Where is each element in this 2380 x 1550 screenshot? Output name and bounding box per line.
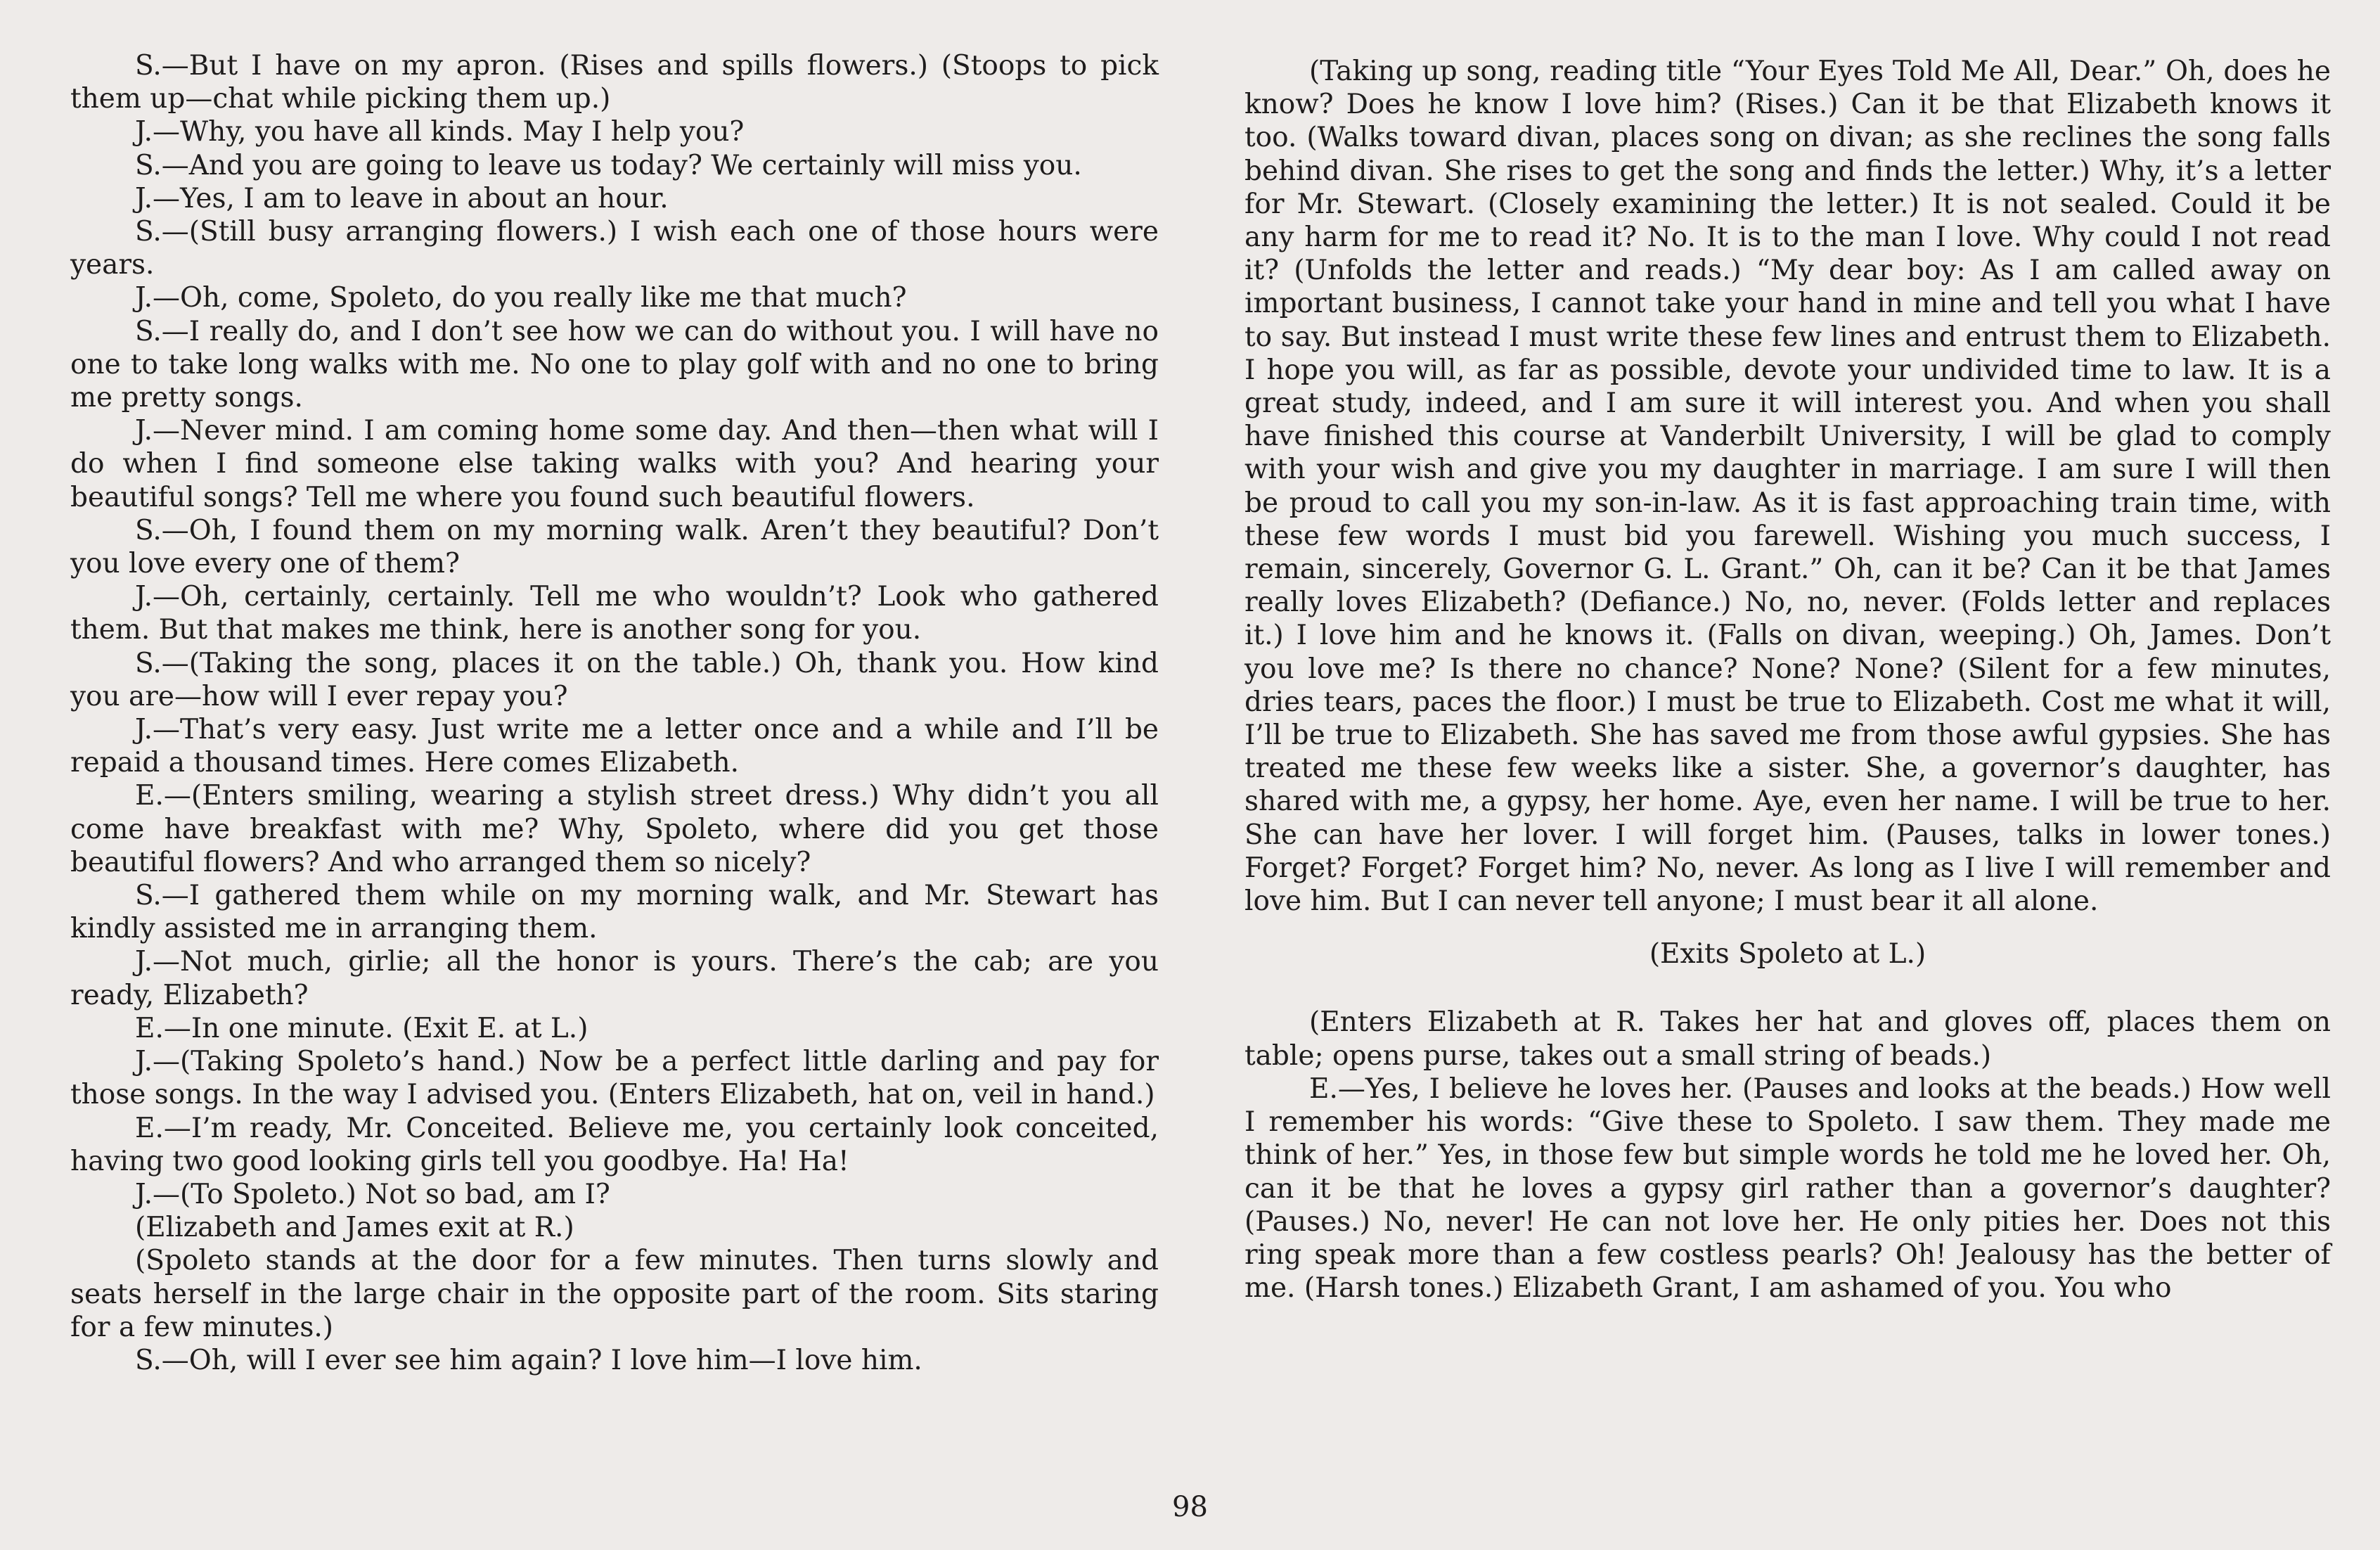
paragraph: S.—Oh, will I ever see him again? I love him—I love him. xyxy=(135,1344,922,1376)
paragraph: J.—Yes, I am to leave in about an hour. xyxy=(135,182,669,214)
paragraph: S.—(Still busy arranging flowers.) I wish each one of those hours were years. xyxy=(70,216,1159,281)
paragraph: J.—Why, you have all kinds. May I help you? xyxy=(135,116,745,148)
paragraph: (Spoleto stands at the door for a few minutes. Then turns slowly and seats herself in the large chair in the opposite part of the room. Sits staring for a few minutes.) xyxy=(70,1245,1159,1343)
paragraph: (Elizabeth and James exit at R.) xyxy=(135,1212,574,1244)
stage-direction: (Exits Spoleto at L.) xyxy=(1649,938,1926,971)
paragraph: S.—(Taking the song, places it on the table.) Oh, thank you. How kind you are—how will I ever repay you? xyxy=(70,647,1159,712)
paragraph: E.—In one minute. (Exit E. at L.) xyxy=(135,1012,588,1044)
right-column xyxy=(1244,55,2331,1305)
paragraph: S.—But I have on my apron. (Rises and spills flowers.) (Stoops to pick them up—chat while picking them up.) xyxy=(70,50,1159,115)
paragraph: E.—Yes, I believe he loves her. (Pauses and looks at the beads.) How well I remember his words: “Give these to Spoleto. I saw them. They made me think of her.” Yes, in those few but simple words he told me he loved her. Oh, can it be that he loves a gypsy girl rather than a governor’s daughter? (Pauses.) No, never! He can not love her. He only pities her. Does not this ring speak more than a few costless pearls? Oh! Jealousy has the better of me. (Harsh tones.) Elizabeth Grant, I am ashamed of you. You who xyxy=(1244,1072,2331,1305)
paragraph: (Taking up song, reading title “Your Eyes Told Me All, Dear.” Oh, does he know? Does he know I love him? (Rises.) Can it be that Elizabeth knows it too. (Walks toward divan, places song on divan; as she reclines the song falls behind divan. She rises to get the song and finds the letter.) Why, it’s a letter for Mr. Stewart. (Closely examining the letter.) It is not sealed. Could it be any harm for me to read it? No. It is to the man I love. Why could I not read it? (Unfolds the letter and reads.) “My dear boy: As I am called away on important business, I cannot take your hand in mine and tell you what I have to say. But instead I must write these few lines and entrust them to Elizabeth. I hope you will, as far as possible, devote your undivided time to law. It is a great study, indeed, and I am sure it will interest you. And when you shall have finished this course at Vanderbilt University, I will be glad to comply with your wish and give you my daughter in marriage. I am sure I will then be proud to call you my son-in-law. As it is fast approaching train time, with these few words I must bid you farewell. Wishing you much success, I remain, sincerely, Governor G. L. Grant.” Oh, can it be? Can it be that James really loves Elizabeth? (Defiance.) No, no, never. (Folds letter and replaces it.) I love him and he knows it. (Falls on divan, weeping.) Oh, James. Don’t you love me? Is there no chance? None? None? (Silent for a few minutes, dries tears, paces the floor.) I must be true to Elizabeth. Cost me what it will, I’ll be true to Elizabeth. She has saved me from those awful gypsies. She has treated me these few weeks like a sister. She, a governor’s daughter, has shared with me, a gypsy, her home. Aye, even her name. I will be true to her. She can have her lover. I will forget him. (Pauses, talks in lower tones.) Forget? Forget? Forget him? No, never. As long as I live I will remember and love him. But I can never tell anyone; I must bear it all alone. xyxy=(1244,56,2331,918)
paragraph: S.—I gathered them while on my morning walk, and Mr. Stewart has kindly assisted me in arranging them. xyxy=(70,880,1159,945)
paragraph: J.—Not much, girlie; all the honor is yours. There’s the cab; are you ready, Elizabeth? xyxy=(70,946,1159,1011)
paragraph: E.—(Enters smiling, wearing a stylish street dress.) Why didn’t you all come have breakfast with me? Why, Spoleto, where did you get those beautiful flowers? And who arranged them so nicely? xyxy=(70,780,1159,878)
paragraph: (Enters Elizabeth at R. Takes her hat and gloves off, places them on table; opens purse, takes out a small string of beads.) xyxy=(1244,1006,2331,1072)
paragraph: J.—Oh, come, Spoleto, do you really like me that much? xyxy=(135,282,907,314)
paragraph: J.—Never mind. I am coming home some day. And then—then what will I do when I find someone else taking walks with you? And hearing your beautiful songs? Tell me where you found such beautiful flowers. xyxy=(70,415,1159,513)
paragraph: J.—(To Spoleto.) Not so bad, am I? xyxy=(135,1178,610,1210)
paragraph: J.—Oh, certainly, certainly. Tell me who wouldn’t? Look who gathered them. But that makes me think, here is another song for you. xyxy=(70,581,1159,646)
left-column xyxy=(70,49,1159,1377)
paragraph: S.—I really do, and I don’t see how we can do without you. I will have no one to take long walks with me. No one to play golf with and no one to bring me pretty songs. xyxy=(70,315,1159,414)
paragraph: S.—And you are going to leave us today? We certainly will miss you. xyxy=(135,149,1082,181)
paragraph: S.—Oh, I found them on my morning walk. Aren’t they beautiful? Don’t you love every one of them? xyxy=(70,514,1159,580)
paragraph: J.—(Taking Spoleto’s hand.) Now be a perfect little darling and pay for those songs. In the way I advised you. (Enters Elizabeth, hat on, veil in hand.) xyxy=(70,1046,1159,1111)
page-number: 98 xyxy=(1172,1491,1208,1523)
paragraph: J.—That’s very easy. Just write me a letter once and a while and I’ll be repaid a thousand times. Here comes Elizabeth. xyxy=(70,714,1159,779)
paragraph: E.—I’m ready, Mr. Conceited. Believe me, you certainly look conceited, having two good looking girls tell you goodbye. Ha! Ha! xyxy=(70,1112,1159,1177)
